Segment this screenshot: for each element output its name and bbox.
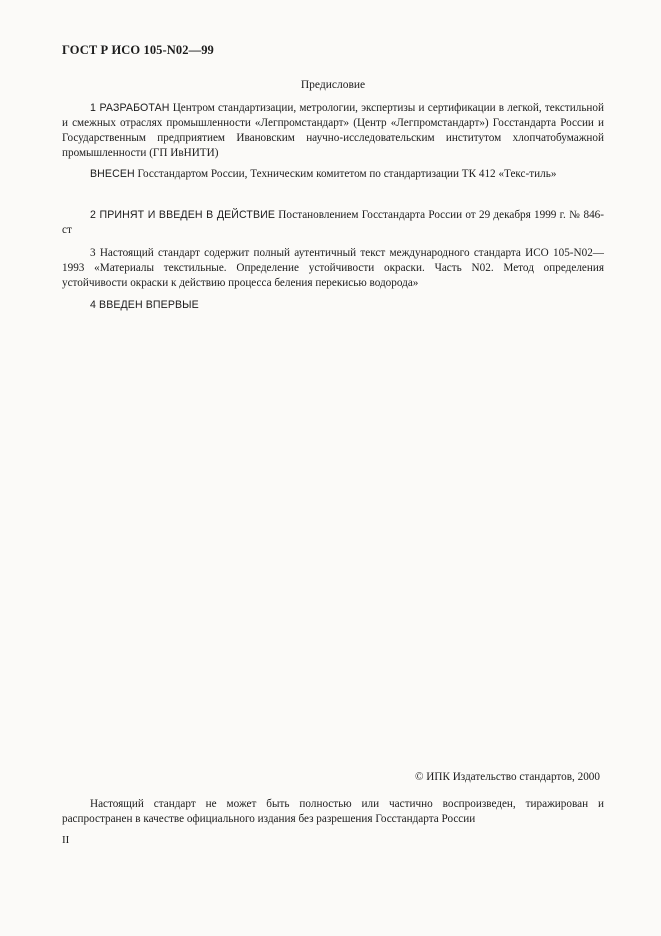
document-code: ГОСТ Р ИСО 105-N02—99 xyxy=(62,43,214,57)
reproduction-notice: Настоящий стандарт не может быть полностью или частично воспроизведен, тиражирован и распространен в качестве официального издания без разрешения Госстандарта России xyxy=(62,798,604,825)
copyright-line: © ИПК Издательство стандартов, 2000 xyxy=(414,771,600,783)
preface-item-1-lead: 1 РАЗРАБОТАН xyxy=(90,102,170,114)
preface-item-4 xyxy=(62,298,604,313)
preface-item-1-text: Центром стандартизации, метрологии, экспертизы и сертификации в легкой, текстильной и смежных отраслях промышленности «Легпромстандарт» (Центр «Легпромстандарт») Госстандарта России и Государственным предприятием Ивановским научно-исследовательским институтом хлопчатобумажной промышленности (ГП ИвНИТИ) xyxy=(62,102,604,159)
preface-item-2 xyxy=(62,208,604,238)
preface-item-submitted-text: Госстандартом России, Техническим комитетом по стандартизации ТК 412 «Текс-тиль» xyxy=(134,168,557,180)
preface-item-submitted xyxy=(62,167,604,182)
preface-item-2-text: Постановлением Госстандарта России от 29 декабря 1999 г. № 846-ст xyxy=(62,209,604,236)
preface-item-3 xyxy=(62,246,604,291)
preface-item-4-lead: 4 ВВЕДЕН ВПЕРВЫЕ xyxy=(90,299,199,311)
preface-title: Предисловие xyxy=(300,79,366,91)
preface-item-3-text: 3 Настоящий стандарт содержит полный аутентичный текст международного стандарта ИСО 105-N02—1993 «Материалы текстильные. Определение устойчивости окраски. Часть N02. Метод определения устойчивости окраски к действию процесса беления перекисью водорода» xyxy=(62,247,604,289)
page-number: II xyxy=(62,834,70,846)
preface-item-submitted-lead: ВНЕСЕН xyxy=(90,168,135,180)
preface-item-2-lead: 2 ПРИНЯТ И ВВЕДЕН В ДЕЙСТВИЕ xyxy=(90,209,275,221)
preface-item-1 xyxy=(62,101,604,161)
